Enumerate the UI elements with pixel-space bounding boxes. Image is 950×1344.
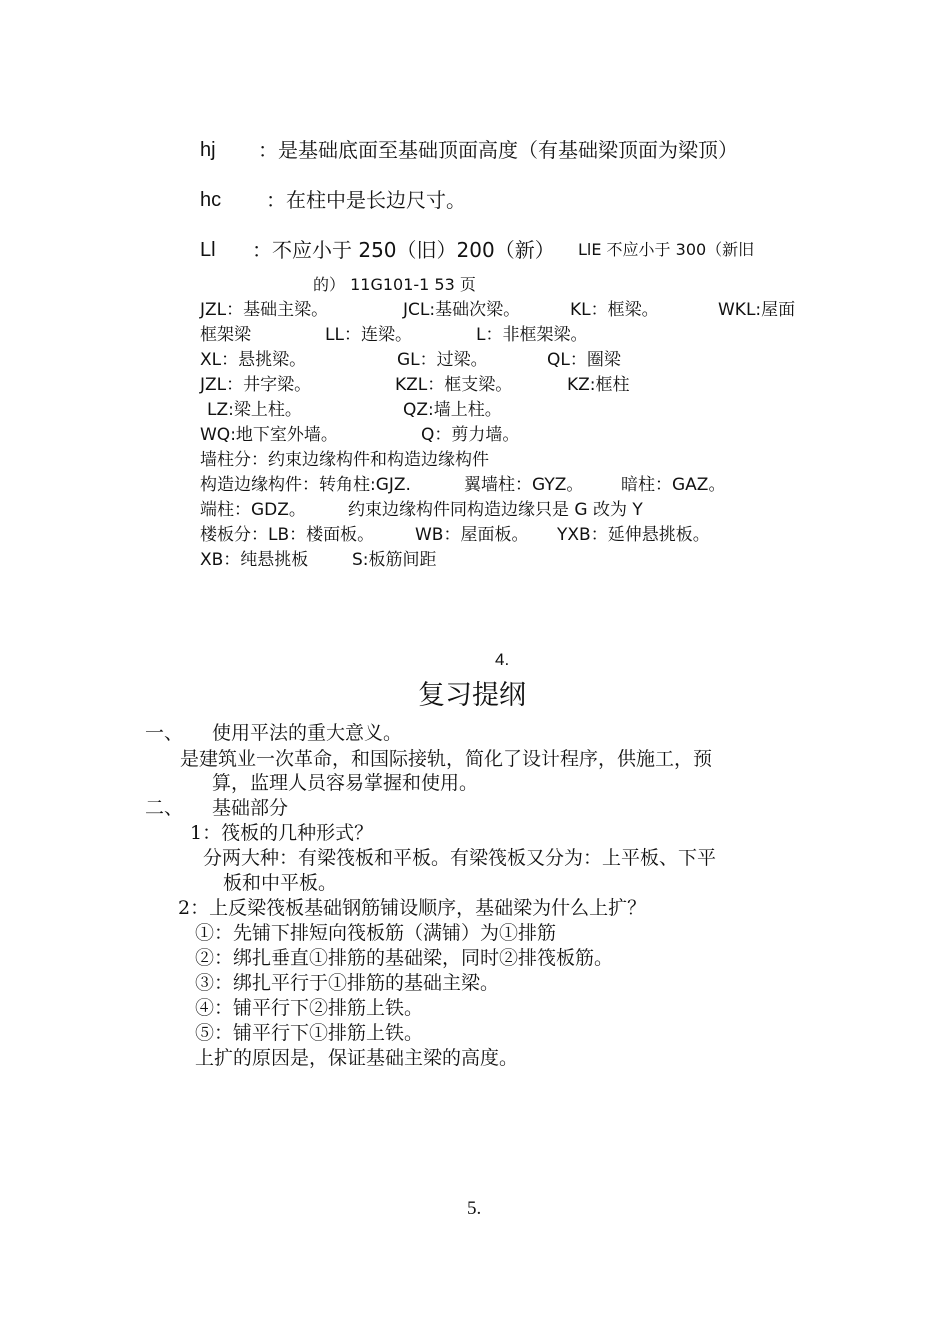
answer-1-a: 分两大种：有梁筏板和平板。有梁筏板又分为：上平板、下平	[203, 847, 717, 869]
abbr-jzl2: JZL：井字梁。	[200, 375, 312, 395]
step-3: ③：绑扎平行于①排筋的基础主梁。	[195, 972, 500, 994]
abbr-gdz: 端柱：GDZ。	[200, 500, 306, 520]
abbr-kl: KL：框梁。	[570, 300, 659, 320]
abbr-wb: WB：屋面板。	[415, 525, 529, 545]
def-hj-desc: ：是基础底面至基础顶面高度（有基础梁顶面为梁顶）	[258, 138, 738, 162]
def-ll-term: Ll	[200, 239, 216, 261]
abbr-yxb: YXB：延伸悬挑板。	[557, 525, 710, 545]
step-1: ①：先铺下排短向筏板筋（满铺）为①排筋	[195, 922, 557, 944]
section-2-title: 基础部分	[212, 797, 289, 819]
abbr-kzl: KZL：框支梁。	[395, 375, 513, 395]
abbr-xl: XL：悬挑梁。	[200, 350, 307, 370]
abbr-gl: GL：过梁。	[397, 350, 488, 370]
step-4: ④：铺平行下②排筋上铁。	[195, 997, 424, 1019]
abbr-lz: LZ:梁上柱。	[207, 400, 302, 420]
abbr-wall-column: 墙柱分：约束边缘构件和构造边缘构件	[200, 450, 489, 470]
abbr-wq: WQ:地下室外墙。	[200, 425, 338, 445]
step-5: ⑤：铺平行下①排筋上铁。	[195, 1022, 424, 1044]
question-1: 1：筏板的几种形式？	[190, 822, 374, 844]
abbr-gyz: 翼墙柱：GYZ。	[464, 475, 584, 495]
abbr-l: L：非框架梁。	[476, 325, 588, 345]
abbr-xb: XB：纯悬挑板	[200, 550, 309, 570]
abbr-q: Q：剪力墙。	[421, 425, 520, 445]
section-1-number: 一、	[145, 722, 184, 744]
abbr-gaz: 暗柱：GAZ。	[621, 475, 726, 495]
def-hc-term: hc	[200, 189, 222, 211]
abbr-ql: QL：圈梁	[547, 350, 621, 370]
step-2: ②：绑扎垂直①排筋的基础梁，同时②排筏板筋。	[195, 947, 614, 969]
abbr-ll: LL：连梁。	[325, 325, 412, 345]
def-ll-desc-c: 的） 11G101-1 53 页	[313, 275, 476, 294]
question-2: 2：上反梁筏板基础钢筋铺设顺序，基础梁为什么上扩？	[178, 897, 647, 919]
abbr-s: S:板筋间距	[352, 550, 437, 570]
abbr-jcl: JCL:基础次梁。	[403, 300, 521, 320]
section-1-title: 使用平法的重大意义。	[212, 722, 403, 744]
abbr-kz: KZ:框柱	[567, 375, 630, 395]
section-1-body-a: 是建筑业一次革命，和国际接轨，简化了设计程序，供施工，预	[180, 748, 713, 770]
section-2-number: 二、	[145, 797, 184, 819]
reason-text: 上扩的原因是，保证基础主梁的高度。	[195, 1047, 519, 1069]
def-hj-term: hj	[200, 139, 216, 161]
abbr-qz: QZ:墙上柱。	[403, 400, 502, 420]
abbr-frame-beam: 框架梁	[200, 325, 251, 345]
abbr-lb: 楼板分：LB：楼面板。	[200, 525, 375, 545]
abbr-constraint-note: 约束边缘构件同构造边缘只是 G 改为 Y	[348, 500, 643, 520]
abbr-gjz: 构造边缘构件：转角柱:GJZ.	[200, 475, 411, 495]
outline-title: 复习提纲	[418, 680, 526, 711]
def-ll-desc-b: LlE 不应小于 300（新旧	[578, 240, 755, 259]
abbr-jzl: JZL：基础主梁。	[200, 300, 329, 320]
def-ll-desc-a: ：不应小于 250（旧）200（新）	[252, 238, 555, 262]
page-number-4: 4.	[495, 650, 510, 669]
answer-1-b: 板和中平板。	[223, 872, 338, 894]
page-number-5: 5.	[467, 1198, 482, 1219]
section-1-body-b: 算，监理人员容易掌握和使用。	[212, 772, 479, 794]
def-hc-desc: ：在柱中是长边尺寸。	[266, 188, 466, 212]
abbr-wkl: WKL:屋面	[718, 300, 796, 320]
